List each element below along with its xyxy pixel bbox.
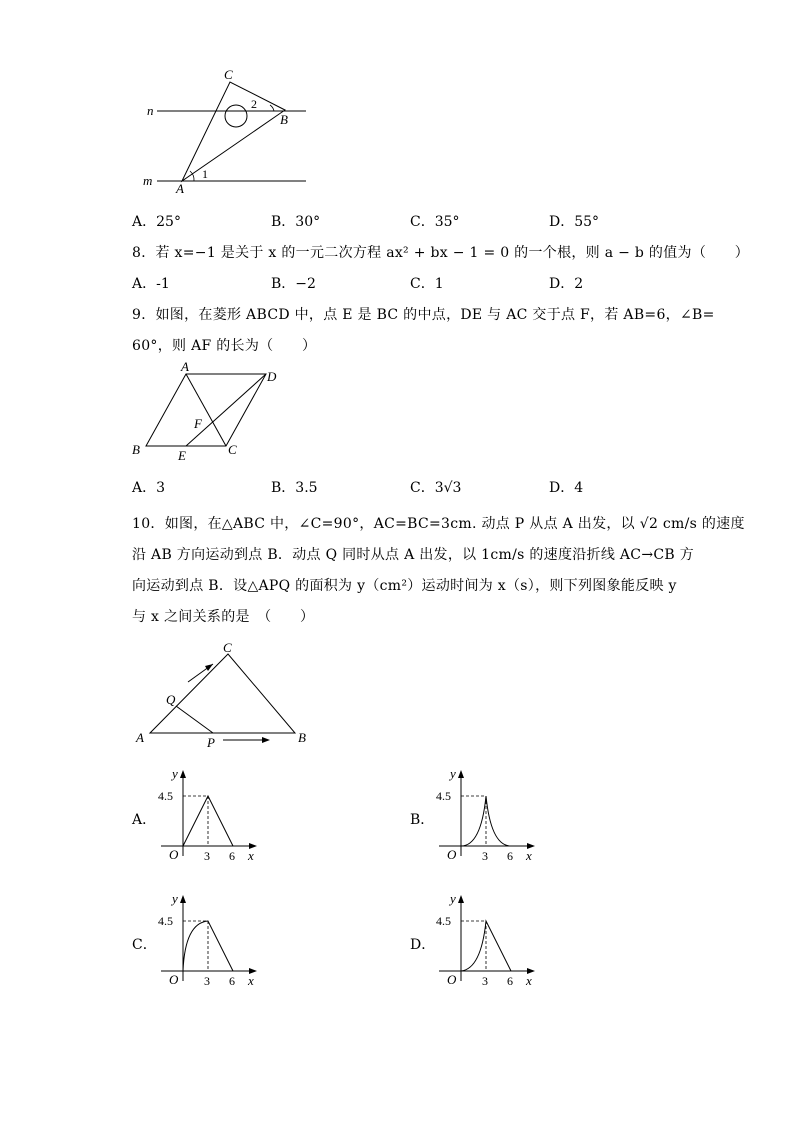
q10-label-C: C — [223, 640, 232, 655]
q8-option-d[interactable]: D．2 — [549, 276, 584, 292]
q7-option-c[interactable]: C．35° — [410, 214, 460, 230]
q7-label-n: n — [147, 103, 154, 118]
graph-b-ymax-label: 4.5 — [436, 789, 451, 803]
graph-d-origin-label: O — [447, 972, 457, 987]
graph-c-tick-6: 6 — [229, 974, 235, 988]
q10-option-d-label[interactable]: D． — [410, 937, 436, 953]
q7-label-2: 2 — [251, 97, 257, 111]
q10-stem-line4: 与 x 之间关系的是 （ ） — [132, 609, 315, 625]
graph-c-origin-label: O — [169, 972, 179, 987]
q9-option-b[interactable]: B．3.5 — [271, 480, 318, 496]
q9-option-d[interactable]: D．4 — [549, 480, 584, 496]
q9-label-F: F — [194, 416, 202, 431]
q10-label-P: P — [207, 735, 215, 750]
q7-option-a[interactable]: A．25° — [132, 214, 181, 230]
graph-d-x-label: x — [526, 973, 532, 988]
q10-option-c-label[interactable]: C． — [132, 937, 157, 953]
graph-d-tick-3: 3 — [482, 974, 488, 988]
q7-option-b[interactable]: B．30° — [271, 214, 321, 230]
q10-label-Q: Q — [166, 692, 176, 707]
graph-c-tick-3: 3 — [204, 974, 210, 988]
q10-graph-a[interactable] — [155, 762, 265, 870]
q8-option-b[interactable]: B．−2 — [271, 276, 316, 292]
q9-label-A: A — [181, 360, 189, 374]
q10-stem-line3: 向运动到点 B．设△APQ 的面积为 y（cm²）运动时间为 x（s），则下列图象能反映 y — [132, 578, 677, 594]
q7-figure — [130, 62, 320, 197]
graph-a-x-label: x — [248, 848, 254, 863]
graph-a-tick-3: 3 — [204, 849, 210, 863]
q9-option-a[interactable]: A．3 — [132, 480, 166, 496]
graph-d-y-label: y — [450, 891, 456, 906]
graph-c-ymax-label: 4.5 — [158, 914, 173, 928]
q7-label-m: m — [143, 173, 153, 188]
q8-option-a[interactable]: A．-1 — [132, 276, 170, 292]
q10-graph-b[interactable] — [433, 762, 543, 870]
graph-b-tick-6: 6 — [507, 849, 513, 863]
graph-d-tick-6: 6 — [507, 974, 513, 988]
q10-graph-d[interactable] — [433, 887, 543, 995]
graph-b-y-label: y — [450, 766, 456, 781]
graph-a-tick-6: 6 — [229, 849, 235, 863]
graph-b-tick-3: 3 — [482, 849, 488, 863]
q8-stem: 8．若 x=−1 是关于 x 的一元二次方程 ax² + bx − 1 = 0 的一个根，则 a − b 的值为（ ） — [132, 245, 750, 261]
q9-option-c[interactable]: C．3√3 — [410, 480, 462, 496]
q9-label-C: C — [228, 442, 237, 457]
q9-label-B: B — [132, 442, 140, 457]
q10-label-A: A — [136, 730, 144, 745]
q7-label-C: C — [224, 67, 233, 82]
q10-option-b-label[interactable]: B． — [410, 812, 435, 828]
q9-label-E: E — [178, 448, 186, 463]
graph-c-y-label: y — [172, 891, 178, 906]
q9-stem-line2: 60°，则 AF 的长为（ ） — [132, 338, 317, 354]
q9-figure — [128, 360, 288, 465]
graph-a-ymax-label: 4.5 — [158, 789, 173, 803]
graph-d-ymax-label: 4.5 — [436, 914, 451, 928]
q10-figure — [130, 636, 320, 751]
q9-stem-line1: 9．如图，在菱形 ABCD 中，点 E 是 BC 的中点，DE 与 AC 交于点 F，若 AB=6，∠B= — [132, 307, 715, 323]
q8-option-c[interactable]: C．1 — [410, 276, 444, 292]
graph-c-x-label: x — [248, 973, 254, 988]
q9-label-D: D — [267, 369, 277, 384]
q7-label-1: 1 — [202, 167, 208, 181]
q7-label-B: B — [280, 112, 288, 127]
q10-option-a-label[interactable]: A． — [132, 812, 157, 828]
q10-stem-line2: 沿 AB 方向运动到点 B．动点 Q 同时从点 A 出发，以 1cm/s 的速度沿折线 AC→CB 方 — [132, 547, 695, 563]
graph-a-origin-label: O — [169, 847, 179, 862]
q10-graph-c[interactable] — [155, 887, 265, 995]
q10-label-B: B — [298, 730, 306, 745]
graph-b-x-label: x — [526, 848, 532, 863]
q10-stem-line1: 10．如图，在△ABC 中，∠C=90°，AC=BC=3cm. 动点 P 从点 A 出发，以 √2 cm/s 的速度 — [132, 516, 745, 532]
q7-label-A: A — [176, 181, 184, 196]
q7-option-d[interactable]: D．55° — [549, 214, 600, 230]
graph-b-origin-label: O — [447, 847, 457, 862]
graph-a-y-label: y — [172, 766, 178, 781]
